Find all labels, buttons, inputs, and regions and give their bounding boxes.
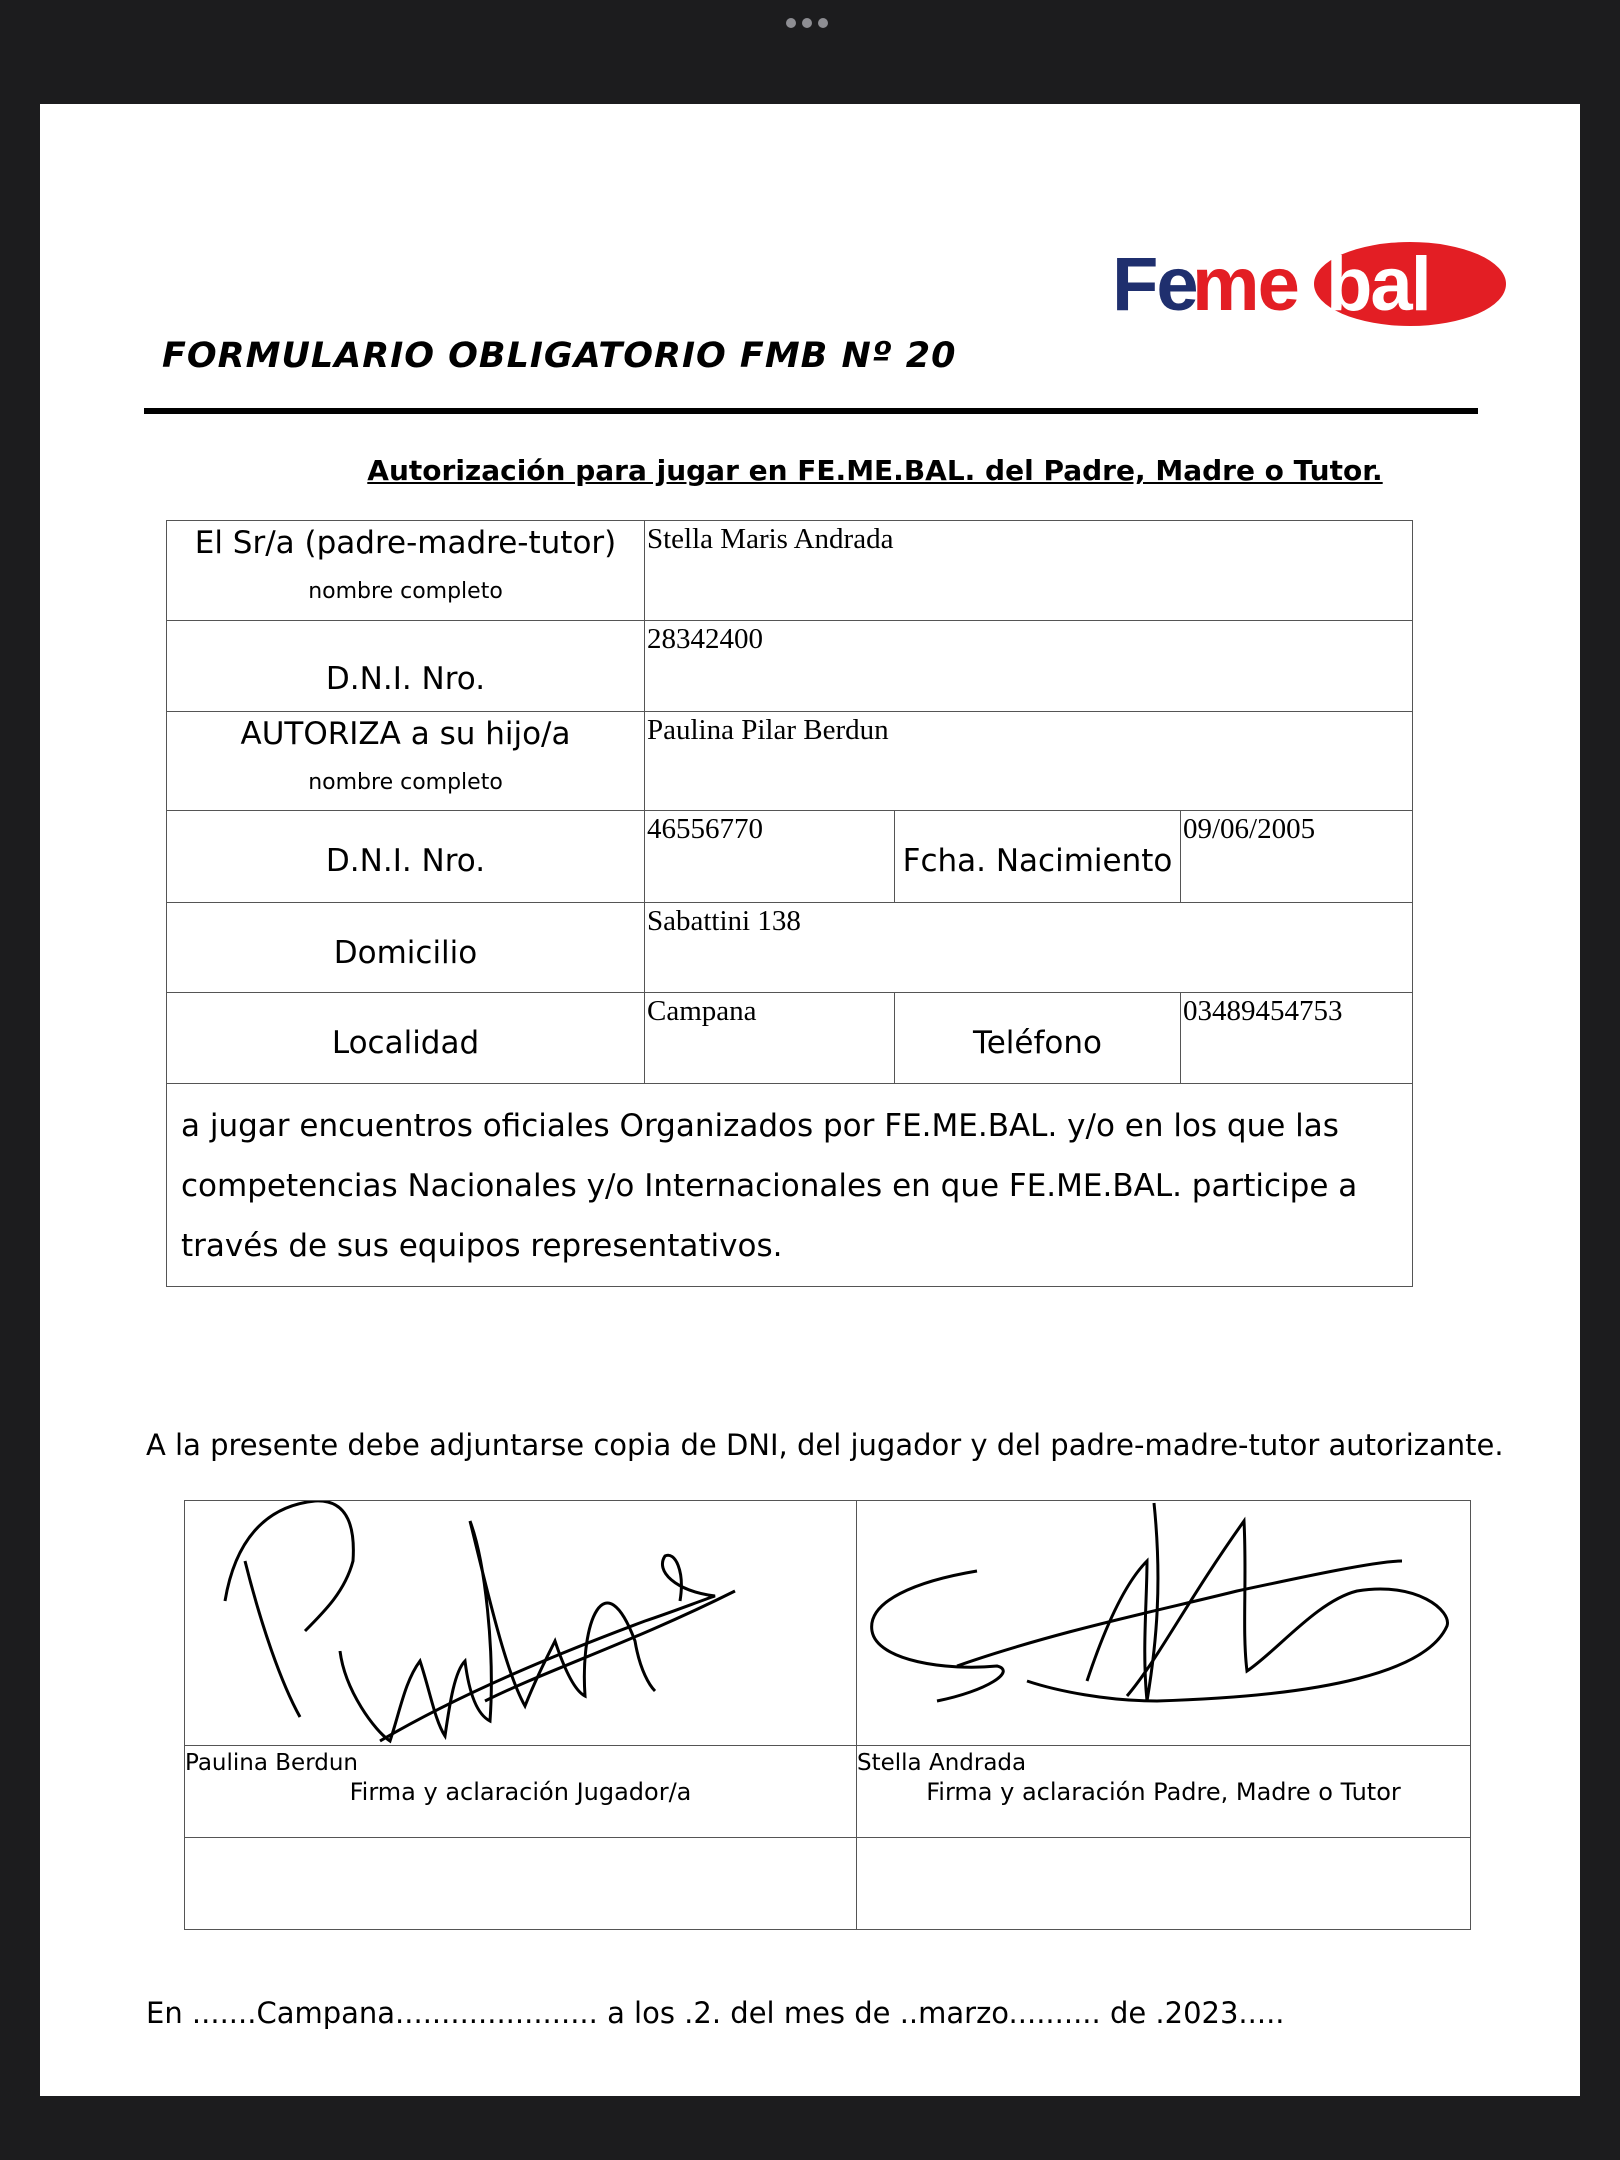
parent-signature-drawing [857,1501,1471,1745]
phone-label: Teléfono [895,993,1181,1084]
player-signature-caption-cell [185,1746,857,1838]
phone-field[interactable]: 03489454753 [1181,993,1413,1084]
parent-name-label: El Sr/a (padre-madre-tutor) [194,525,617,561]
child-name-field[interactable]: Paulina Pilar Berdun [645,712,1413,811]
attachment-note: A la presente debe adjuntarse copia de DNI, del jugador y del padre-madre-tutor autorizante. [146,1428,1504,1462]
signature-table [184,1500,1471,1930]
parent-signature-caption: Firma y aclaración Padre, Madre o Tutor [926,1778,1401,1806]
form-title: FORMULARIO OBLIGATORIO FMB Nº 20 [162,336,957,376]
birth-date-field[interactable]: 09/06/2005 [1181,811,1413,903]
player-signature-drawing [185,1501,857,1745]
title-divider [144,408,1478,414]
table-row [167,712,1413,811]
player-extra-field[interactable] [185,1838,857,1930]
table-row [167,993,1413,1084]
parent-dni-label: D.N.I. Nro. [167,621,645,712]
table-row [185,1838,1471,1930]
child-dni-label: D.N.I. Nro. [167,811,645,903]
table-row [167,811,1413,903]
window-menu-dots[interactable] [786,18,828,28]
parent-signature-box[interactable] [857,1501,1471,1746]
authorization-paragraph: a jugar encuentros oficiales Organizados por FE.ME.BAL. y/o en los que las competencias Nacionales y/o Internacionales en que FE.ME.BAL. participe a través de sus equipos representativos. [167,1084,1413,1287]
table-row [167,521,1413,621]
parent-dni-field[interactable]: 28342400 [645,621,1413,712]
parent-name-field[interactable]: Stella Maris Andrada [645,521,1413,621]
femebal-logo [1108,232,1508,332]
table-row [167,1084,1413,1287]
birth-date-label: Fcha. Nacimiento [895,811,1181,903]
svg-text:bal: bal [1326,242,1430,327]
svg-text:me: me [1192,242,1298,327]
table-row [185,1501,1471,1746]
table-row [185,1746,1471,1838]
authorization-table [166,520,1413,1287]
table-row [167,903,1413,993]
child-name-label-cell [167,712,645,811]
child-name-sublabel: nombre completo [308,770,503,795]
place-date-line: En .......Campana...................... a los .2. del mes de ..marzo.......... de .2023..... [146,1996,1285,2030]
player-signature-caption: Firma y aclaración Jugador/a [349,1778,692,1806]
form-subtitle: Autorización para jugar en FE.ME.BAL. del Padre, Madre o Tutor. [367,454,1383,487]
parent-signature-caption-cell [857,1746,1471,1838]
document-page [40,104,1580,2096]
player-signature-box[interactable] [185,1501,857,1746]
city-field[interactable]: Campana [645,993,895,1084]
table-row [167,621,1413,712]
parent-name-label-cell [167,521,645,621]
child-dni-field[interactable]: 46556770 [645,811,895,903]
parent-name-sublabel: nombre completo [308,579,503,604]
child-name-label: AUTORIZA a su hijo/a [240,716,571,752]
address-field[interactable]: Sabattini 138 [645,903,1413,993]
parent-extra-field[interactable] [857,1838,1471,1930]
parent-name: Stella Andrada [857,1750,1027,1776]
address-label: Domicilio [167,903,645,993]
city-label: Localidad [167,993,645,1084]
svg-text:Fe: Fe [1112,242,1197,327]
player-name: Paulina Berdun [185,1750,359,1776]
